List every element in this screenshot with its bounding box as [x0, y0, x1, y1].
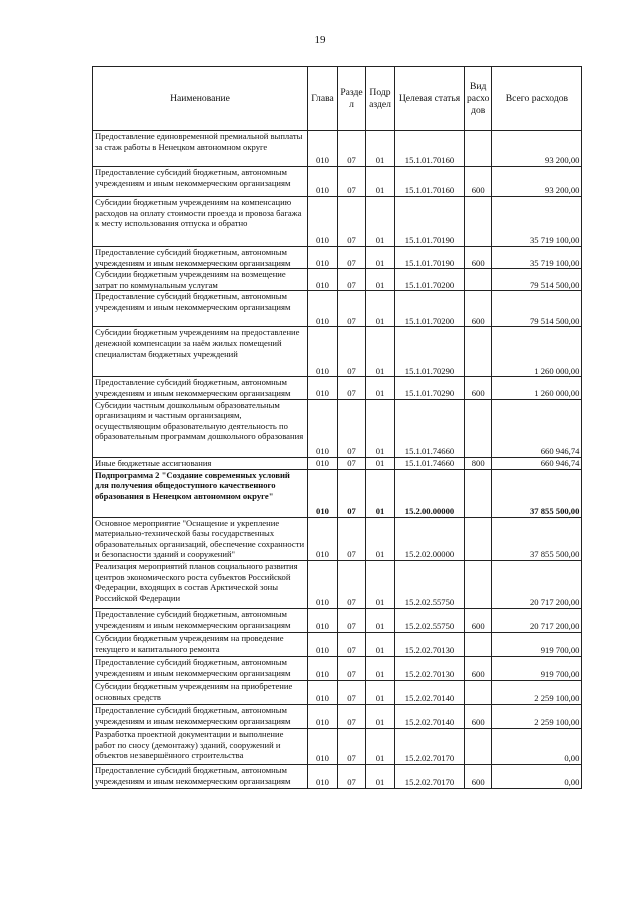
row-total: 37 855 500,00 [492, 517, 582, 560]
row-target: 15.2.02.70170 [395, 764, 465, 788]
row-target: 15.2.02.70140 [395, 704, 465, 728]
row-name: Субсидии бюджетным учреждениям на проведение текущего и капитального ремонта [93, 632, 308, 656]
header-expense-type: Вид расхо дов [465, 67, 492, 131]
row-chapter: 010 [308, 291, 338, 327]
row-section: 07 [338, 457, 366, 469]
row-chapter: 010 [308, 269, 338, 291]
table-row [93, 457, 582, 469]
header-total: Всего расходов [492, 67, 582, 131]
table-row [93, 680, 582, 704]
row-subsection: 01 [366, 632, 395, 656]
row-chapter: 010 [308, 197, 338, 247]
table-row [93, 608, 582, 632]
row-target: 15.1.01.70160 [395, 167, 465, 197]
row-total: 919 700,00 [492, 656, 582, 680]
row-name: Реализация мероприятий планов социального развития центров экономического роста субъектов Российской Федерации, входящих в состав Арктической зоны Российской Федерации [93, 560, 308, 608]
row-chapter: 010 [308, 656, 338, 680]
row-name: Предоставление субсидий бюджетным, автономным учреждениям и иным некоммерческим организациям [93, 656, 308, 680]
row-chapter: 010 [308, 377, 338, 399]
row-name: Субсидии бюджетным учреждениям на предоставление денежной компенсации за наём жилых помещений специалистам бюджетных учреждений [93, 327, 308, 377]
row-subsection: 01 [366, 560, 395, 608]
row-total: 2 259 100,00 [492, 680, 582, 704]
budget-table [92, 66, 582, 789]
row-expense-type: 600 [465, 656, 492, 680]
row-subsection: 01 [366, 291, 395, 327]
row-total: 0,00 [492, 728, 582, 764]
row-subsection: 01 [366, 469, 395, 517]
row-subsection: 01 [366, 457, 395, 469]
row-expense-type [465, 327, 492, 377]
row-total: 0,00 [492, 764, 582, 788]
row-expense-type [465, 680, 492, 704]
row-target: 15.2.02.70170 [395, 728, 465, 764]
row-target: 15.2.02.70140 [395, 680, 465, 704]
row-total: 919 700,00 [492, 632, 582, 656]
table-row [93, 399, 582, 457]
row-chapter: 010 [308, 457, 338, 469]
row-expense-type [465, 399, 492, 457]
row-target: 15.1.01.70290 [395, 377, 465, 399]
table-row [93, 764, 582, 788]
table-row [93, 327, 582, 377]
row-subsection: 01 [366, 680, 395, 704]
row-name: Субсидии бюджетным учреждениям на возмещение затрат по коммунальным услугам [93, 269, 308, 291]
row-target: 15.1.01.70200 [395, 291, 465, 327]
row-target: 15.2.02.55750 [395, 608, 465, 632]
row-section: 07 [338, 269, 366, 291]
page-number: 19 [314, 34, 326, 46]
row-subsection: 01 [366, 608, 395, 632]
row-target: 15.2.00.00000 [395, 469, 465, 517]
row-total: 35 719 100,00 [492, 247, 582, 269]
row-subsection: 01 [366, 247, 395, 269]
row-target: 15.1.01.70200 [395, 269, 465, 291]
row-section: 07 [338, 167, 366, 197]
row-expense-type: 600 [465, 377, 492, 399]
table-row [93, 728, 582, 764]
row-expense-type: 600 [465, 608, 492, 632]
row-chapter: 010 [308, 517, 338, 560]
row-section: 07 [338, 728, 366, 764]
header-row [93, 67, 582, 131]
table-row [93, 377, 582, 399]
header-target: Целевая статья [395, 67, 465, 131]
row-expense-type: 600 [465, 764, 492, 788]
table-row [93, 469, 582, 517]
row-total: 79 514 500,00 [492, 291, 582, 327]
row-subsection: 01 [366, 377, 395, 399]
row-target: 15.1.01.70190 [395, 197, 465, 247]
row-chapter: 010 [308, 728, 338, 764]
row-expense-type: 800 [465, 457, 492, 469]
row-chapter: 010 [308, 560, 338, 608]
row-section: 07 [338, 247, 366, 269]
row-name: Иные бюджетные ассигнования [93, 457, 308, 469]
row-name: Субсидии частным дошкольным образовательным организациям и частным организациям, осуществляющим образовательную деятельность по образовательным программам дошкольного образования [93, 399, 308, 457]
row-section: 07 [338, 469, 366, 517]
row-chapter: 010 [308, 399, 338, 457]
row-subsection: 01 [366, 399, 395, 457]
row-total: 660 946,74 [492, 399, 582, 457]
row-target: 15.1.01.70290 [395, 327, 465, 377]
row-name: Разработка проектной документации и выполнение работ по сносу (демонтажу) зданий, сооружений и объектов незавершённого строительства [93, 728, 308, 764]
row-subsection: 01 [366, 269, 395, 291]
table-row [93, 560, 582, 608]
table-row [93, 167, 582, 197]
row-target: 15.1.01.70160 [395, 131, 465, 167]
row-name: Предоставление единовременной премиальной выплаты за стаж работы в Ненецком автономном округе [93, 131, 308, 167]
table-row [93, 291, 582, 327]
row-name: Предоставление субсидий бюджетным, автономным учреждениям и иным некоммерческим организациям [93, 167, 308, 197]
row-section: 07 [338, 399, 366, 457]
row-subsection: 01 [366, 656, 395, 680]
row-expense-type [465, 517, 492, 560]
row-section: 07 [338, 377, 366, 399]
row-subsection: 01 [366, 167, 395, 197]
row-expense-type [465, 131, 492, 167]
table-row [93, 656, 582, 680]
table-row [93, 517, 582, 560]
row-expense-type [465, 728, 492, 764]
row-name: Основное мероприятие "Оснащение и укрепление материально-технической базы государственных образовательных организаций, обеспечение сохранности и безопасности зданий и сооружений" [93, 517, 308, 560]
row-section: 07 [338, 704, 366, 728]
row-chapter: 010 [308, 704, 338, 728]
row-target: 15.1.01.74660 [395, 457, 465, 469]
row-section: 07 [338, 291, 366, 327]
table-body [93, 131, 582, 789]
row-section: 07 [338, 608, 366, 632]
row-expense-type: 600 [465, 291, 492, 327]
row-expense-type [465, 269, 492, 291]
row-total: 1 260 000,00 [492, 377, 582, 399]
row-section: 07 [338, 197, 366, 247]
row-expense-type: 600 [465, 167, 492, 197]
table-row [93, 247, 582, 269]
header-subsection: Подр аздел [366, 67, 395, 131]
row-section: 07 [338, 656, 366, 680]
row-section: 07 [338, 680, 366, 704]
row-target: 15.2.02.00000 [395, 517, 465, 560]
row-expense-type [465, 469, 492, 517]
row-total: 93 200,00 [492, 131, 582, 167]
row-total: 1 260 000,00 [492, 327, 582, 377]
table-row [93, 131, 582, 167]
table-row [93, 269, 582, 291]
row-section: 07 [338, 131, 366, 167]
table-row [93, 704, 582, 728]
row-section: 07 [338, 560, 366, 608]
table-row [93, 632, 582, 656]
row-name: Подпрограмма 2 "Создание современных условий для получения общедоступного качественного образования в Ненецком автономном округе" [93, 469, 308, 517]
table-row [93, 197, 582, 247]
row-target: 15.1.01.74660 [395, 399, 465, 457]
row-total: 660 946,74 [492, 457, 582, 469]
row-target: 15.2.02.55750 [395, 560, 465, 608]
row-name: Субсидии бюджетным учреждениям на компенсацию расходов на оплату стоимости проезда и провоза багажа к месту использования отпуска и обратно [93, 197, 308, 247]
row-subsection: 01 [366, 327, 395, 377]
row-subsection: 01 [366, 764, 395, 788]
row-chapter: 010 [308, 327, 338, 377]
row-name: Предоставление субсидий бюджетным, автономным учреждениям и иным некоммерческим организациям [93, 291, 308, 327]
header-name: Наименование [93, 67, 308, 131]
row-expense-type [465, 632, 492, 656]
row-total: 93 200,00 [492, 167, 582, 197]
header-section: Разде л [338, 67, 366, 131]
row-chapter: 010 [308, 131, 338, 167]
row-total: 35 719 100,00 [492, 197, 582, 247]
row-subsection: 01 [366, 704, 395, 728]
row-subsection: 01 [366, 517, 395, 560]
row-target: 15.1.01.70190 [395, 247, 465, 269]
row-total: 20 717 200,00 [492, 560, 582, 608]
row-subsection: 01 [366, 197, 395, 247]
row-expense-type: 600 [465, 247, 492, 269]
row-section: 07 [338, 327, 366, 377]
row-expense-type [465, 197, 492, 247]
row-total: 37 855 500,00 [492, 469, 582, 517]
header-chapter: Глава [308, 67, 338, 131]
row-chapter: 010 [308, 632, 338, 656]
row-name: Предоставление субсидий бюджетным, автономным учреждениям и иным некоммерческим организациям [93, 764, 308, 788]
row-section: 07 [338, 764, 366, 788]
row-chapter: 010 [308, 764, 338, 788]
row-expense-type [465, 560, 492, 608]
row-total: 2 259 100,00 [492, 704, 582, 728]
row-total: 79 514 500,00 [492, 269, 582, 291]
row-name: Предоставление субсидий бюджетным, автономным учреждениям и иным некоммерческим организациям [93, 377, 308, 399]
row-subsection: 01 [366, 728, 395, 764]
row-total: 20 717 200,00 [492, 608, 582, 632]
row-expense-type: 600 [465, 704, 492, 728]
row-section: 07 [338, 632, 366, 656]
row-name: Предоставление субсидий бюджетным, автономным учреждениям и иным некоммерческим организациям [93, 247, 308, 269]
row-chapter: 010 [308, 469, 338, 517]
row-name: Субсидии бюджетным учреждениям на приобретение основных средств [93, 680, 308, 704]
row-subsection: 01 [366, 131, 395, 167]
row-chapter: 010 [308, 608, 338, 632]
row-target: 15.2.02.70130 [395, 656, 465, 680]
row-name: Предоставление субсидий бюджетным, автономным учреждениям и иным некоммерческим организациям [93, 608, 308, 632]
row-section: 07 [338, 517, 366, 560]
row-chapter: 010 [308, 247, 338, 269]
row-target: 15.2.02.70130 [395, 632, 465, 656]
row-name: Предоставление субсидий бюджетным, автономным учреждениям и иным некоммерческим организациям [93, 704, 308, 728]
row-chapter: 010 [308, 167, 338, 197]
row-chapter: 010 [308, 680, 338, 704]
